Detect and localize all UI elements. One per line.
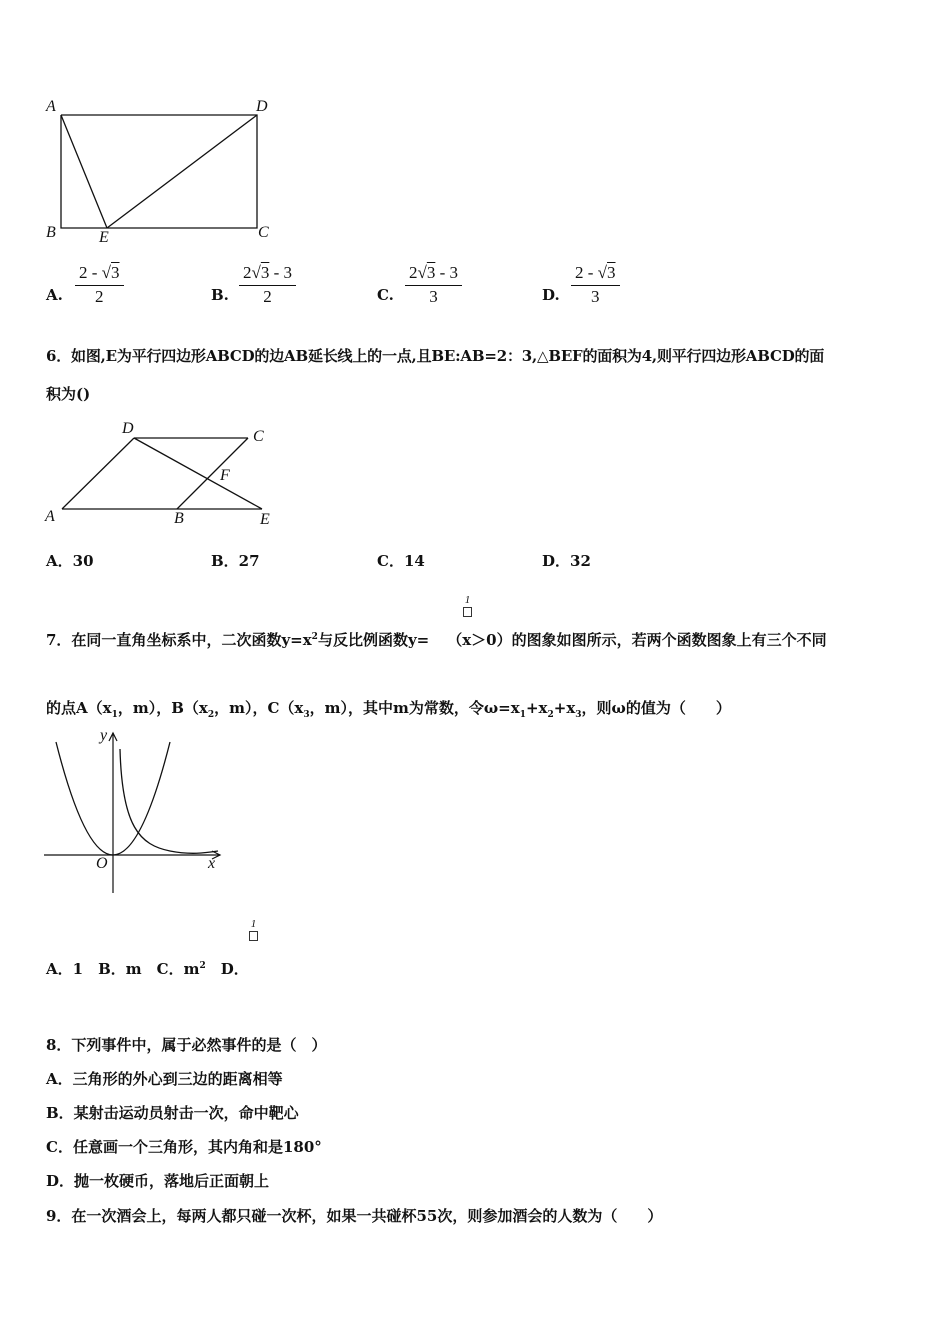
subscript: 2 xyxy=(547,710,554,720)
function-graph xyxy=(40,727,230,897)
label-f: F xyxy=(220,467,230,484)
text-part: +x xyxy=(525,699,548,717)
q7-fraction-mark-2 xyxy=(249,918,258,941)
numerator: 2 - √3 xyxy=(571,263,620,286)
label-x: x xyxy=(208,855,216,872)
options-text: D． xyxy=(205,960,249,978)
label-e: E xyxy=(99,229,109,246)
radicand: 3 xyxy=(111,263,120,282)
rectangle-diagram xyxy=(44,98,274,248)
q8-option-a: A．三角形的外心到三边的距离相等 xyxy=(46,1070,283,1088)
fraction-mark-numerator: 1 xyxy=(464,594,471,606)
radicand: 3 xyxy=(607,263,616,282)
missing-glyph-box xyxy=(463,607,472,617)
segment-ad xyxy=(62,438,134,509)
q5-option-b-fraction xyxy=(239,263,296,307)
denominator: 3 xyxy=(591,287,600,306)
label-d: D xyxy=(256,98,268,115)
numerator-part: 2 xyxy=(409,263,418,282)
denominator: 2 xyxy=(263,287,272,306)
text-part: ，m），B（x xyxy=(117,699,208,717)
text-part: 的点A（x xyxy=(46,699,112,717)
q7-question-line1 xyxy=(46,629,827,650)
label-d: D xyxy=(122,420,134,437)
q7-line1-part: （x＞0）的图象如图所示，若两个函数图象上有三个不同 xyxy=(447,631,827,649)
q8-question: 8．下列事件中，属于必然事件的是（ ） xyxy=(46,1036,327,1054)
subscript: 3 xyxy=(575,710,582,720)
q8-option-d: D．抛一枚硬币，落地后正面朝上 xyxy=(46,1172,270,1190)
q6-question-line2: 积为() xyxy=(46,385,91,403)
q5-option-a-letter: A. xyxy=(46,286,63,304)
label-c: C xyxy=(253,428,264,445)
subscript: 1 xyxy=(519,710,526,720)
label-b: B xyxy=(174,510,184,527)
numerator-part: 2 xyxy=(243,263,252,282)
numerator-part: 2 - xyxy=(575,263,598,282)
q5-option-d-letter: D. xyxy=(542,286,560,304)
subscript: 1 xyxy=(111,710,118,720)
label-a: A xyxy=(45,508,55,525)
numerator-part: - 3 xyxy=(435,263,459,282)
text-part: +x xyxy=(553,699,576,717)
q7-graph xyxy=(40,727,230,897)
q5-option-c-fraction xyxy=(405,263,462,307)
q7-line1-part: 与反比例函数y= xyxy=(317,631,430,649)
q6-option-a: A．30 xyxy=(46,552,94,570)
q7-fraction-mark xyxy=(463,594,472,617)
label-a: A xyxy=(46,98,56,115)
q5-option-b-letter: B. xyxy=(211,286,229,304)
q6-question-line1: 6．如图,E为平行四边形ABCD的边AB延长线上的一点,且BE:AB=2：3,△BEF的面积为4,则平行四边形ABCD的面 xyxy=(46,347,825,365)
q5-figure xyxy=(44,98,274,248)
fraction-mark-numerator: 1 xyxy=(250,918,257,930)
label-e: E xyxy=(260,511,270,528)
segment-cb xyxy=(177,438,248,509)
missing-glyph-box xyxy=(249,931,258,941)
label-origin: O xyxy=(96,855,108,872)
numerator: 2 - √3 xyxy=(75,263,124,286)
rectangle-abcd xyxy=(61,115,257,228)
segment-ae xyxy=(61,115,107,228)
subscript: 2 xyxy=(207,710,215,720)
radicand: 3 xyxy=(260,263,270,282)
text-part: ，m），C（x xyxy=(214,699,304,717)
superscript: 2 xyxy=(199,961,206,971)
label-y: y xyxy=(100,727,108,744)
q6-figure xyxy=(40,420,290,532)
q8-option-c: C．任意画一个三角形，其内角和是180° xyxy=(46,1138,322,1156)
q7-options xyxy=(46,958,249,979)
segment-de xyxy=(134,438,262,509)
q5-option-a-fraction xyxy=(75,263,124,307)
radicand: 3 xyxy=(426,263,436,282)
q9-question: 9．在一次酒会上，每两人都只碰一次杯，如果一共碰杯55次，则参加酒会的人数为（ ） xyxy=(46,1207,663,1225)
q7-question-line2 xyxy=(46,697,731,720)
superscript: 2 xyxy=(311,632,318,642)
denominator: 2 xyxy=(95,287,104,306)
q5-option-c-letter: C. xyxy=(377,286,394,304)
q5-option-d-fraction xyxy=(571,263,620,307)
numerator: 2√3 - 3 xyxy=(239,263,296,286)
subscript: 3 xyxy=(303,710,310,720)
text-part: ，m），其中m为常数，令ω=x xyxy=(309,699,520,717)
q6-option-c: C．14 xyxy=(377,552,425,570)
q6-option-d: D．32 xyxy=(542,552,591,570)
numerator-part: 2 - xyxy=(79,263,102,282)
label-c: C xyxy=(258,224,269,241)
numerator-part: - 3 xyxy=(269,263,293,282)
text-part: ，则ω的值为（ ） xyxy=(581,699,731,717)
segment-ed xyxy=(107,115,257,228)
q8-option-b: B．某射击运动员射击一次，命中靶心 xyxy=(46,1104,299,1122)
q6-option-b: B．27 xyxy=(211,552,260,570)
numerator: 2√3 - 3 xyxy=(405,263,462,286)
options-text: A．1 B．m C．m xyxy=(46,960,200,978)
label-b: B xyxy=(46,224,56,241)
q7-line1-part: 7．在同一直角坐标系中，二次函数y=x xyxy=(46,631,312,649)
denominator: 3 xyxy=(429,287,438,306)
